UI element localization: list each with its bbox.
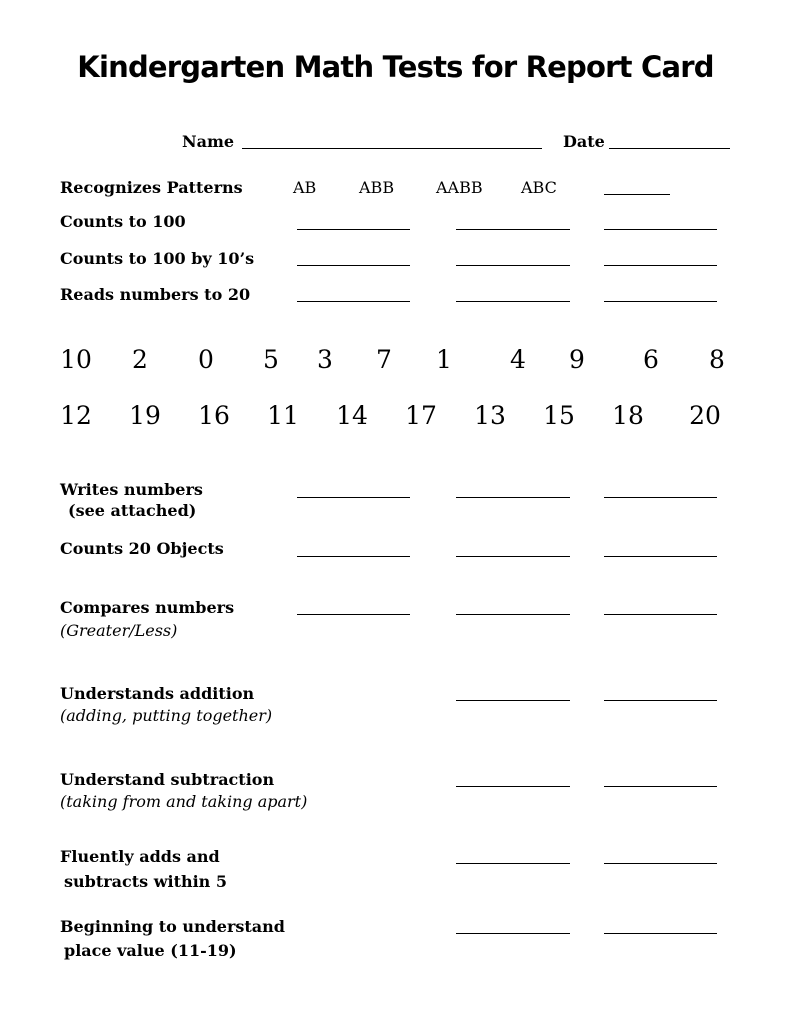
- pattern-option: ABB: [359, 178, 395, 197]
- number-item: 6: [643, 345, 659, 374]
- patterns-blank[interactable]: [604, 194, 670, 195]
- score-blank[interactable]: [456, 301, 570, 302]
- score-blank[interactable]: [297, 301, 410, 302]
- skill-label: Counts to 100 by 10’s: [60, 249, 255, 268]
- skill-note: (Greater/Less): [60, 621, 178, 640]
- score-blank[interactable]: [604, 614, 717, 615]
- number-item: 4: [510, 345, 526, 374]
- patterns-label: Recognizes Patterns: [60, 178, 243, 197]
- number-item: 1: [436, 345, 452, 374]
- number-item: 14: [336, 401, 368, 430]
- skill-label: Reads numbers to 20: [60, 285, 251, 304]
- skill-label: Counts to 100: [60, 212, 186, 231]
- score-blank[interactable]: [456, 614, 570, 615]
- page-title: Kindergarten Math Tests for Report Card: [77, 50, 714, 84]
- date-field[interactable]: [609, 148, 730, 149]
- score-blank[interactable]: [604, 700, 717, 701]
- score-blank[interactable]: [604, 229, 717, 230]
- score-blank[interactable]: [604, 265, 717, 266]
- score-blank[interactable]: [604, 863, 717, 864]
- skill-label: Understands addition: [60, 684, 255, 703]
- skill-label: Beginning to understand: [60, 917, 285, 936]
- skill-label: Compares numbers: [60, 598, 235, 617]
- pattern-option: ABC: [521, 178, 557, 197]
- score-blank[interactable]: [297, 614, 410, 615]
- number-item: 17: [405, 401, 437, 430]
- skill-label: Understand subtraction: [60, 770, 275, 789]
- number-item: 7: [376, 345, 392, 374]
- name-field[interactable]: [242, 148, 542, 149]
- score-blank[interactable]: [604, 786, 717, 787]
- score-blank[interactable]: [456, 497, 570, 498]
- skill-label-continued: subtracts within 5: [64, 872, 228, 891]
- score-blank[interactable]: [456, 786, 570, 787]
- score-blank[interactable]: [297, 229, 410, 230]
- number-item: 3: [317, 345, 333, 374]
- score-blank[interactable]: [456, 933, 570, 934]
- number-item: 15: [543, 401, 575, 430]
- number-item: 13: [474, 401, 506, 430]
- pattern-option: AABB: [436, 178, 483, 197]
- pattern-option: AB: [293, 178, 317, 197]
- number-item: 19: [129, 401, 161, 430]
- number-item: 0: [198, 345, 214, 374]
- score-blank[interactable]: [604, 301, 717, 302]
- number-item: 11: [267, 401, 299, 430]
- skill-label-continued: place value (11-19): [64, 941, 237, 960]
- skill-label: Counts 20 Objects: [60, 539, 224, 558]
- skill-label: Writes numbers: [60, 480, 203, 499]
- number-item: 5: [263, 345, 279, 374]
- number-item: 9: [569, 345, 585, 374]
- skill-note: (taking from and taking apart): [60, 792, 308, 811]
- score-blank[interactable]: [456, 700, 570, 701]
- date-label: Date: [563, 132, 605, 151]
- score-blank[interactable]: [456, 863, 570, 864]
- score-blank[interactable]: [456, 265, 570, 266]
- score-blank[interactable]: [297, 265, 410, 266]
- number-item: 2: [132, 345, 148, 374]
- score-blank[interactable]: [456, 556, 570, 557]
- number-item: 20: [689, 401, 721, 430]
- number-item: 8: [709, 345, 725, 374]
- score-blank[interactable]: [456, 229, 570, 230]
- score-blank[interactable]: [297, 497, 410, 498]
- score-blank[interactable]: [604, 556, 717, 557]
- score-blank[interactable]: [604, 497, 717, 498]
- number-item: 10: [60, 345, 92, 374]
- skill-note: (see attached): [68, 501, 197, 520]
- skill-note: (adding, putting together): [60, 706, 273, 725]
- name-label: Name: [182, 132, 235, 151]
- number-item: 12: [60, 401, 92, 430]
- number-item: 16: [198, 401, 230, 430]
- score-blank[interactable]: [604, 933, 717, 934]
- number-item: 18: [612, 401, 644, 430]
- skill-label: Fluently adds and: [60, 847, 220, 866]
- score-blank[interactable]: [297, 556, 410, 557]
